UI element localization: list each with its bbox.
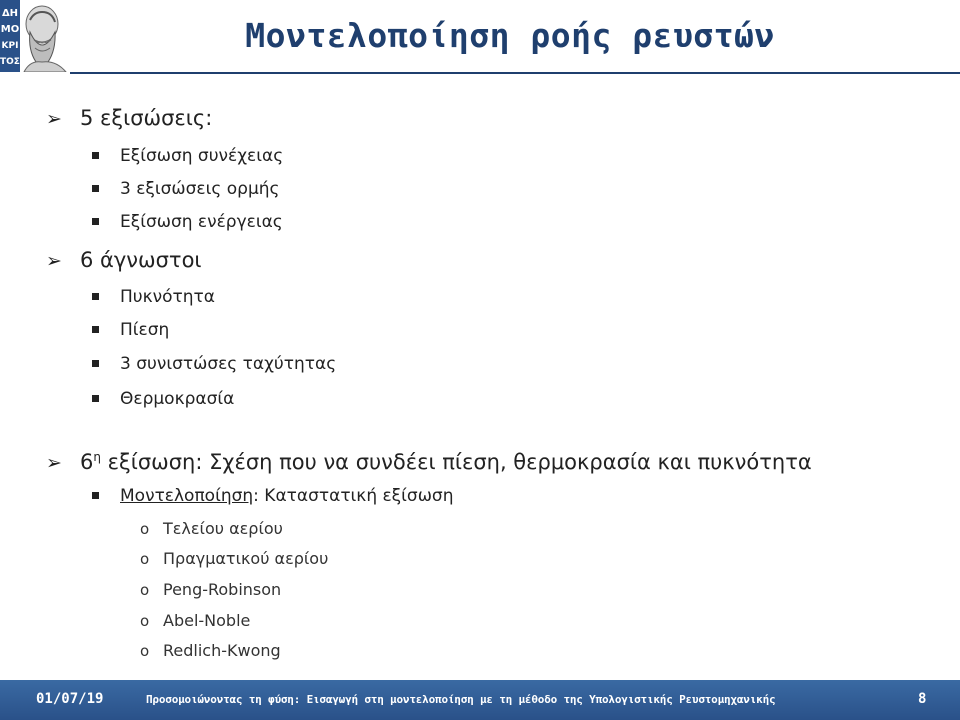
circle-bullet-icon: o — [140, 520, 150, 538]
square-bullet-icon — [92, 326, 99, 333]
sub-bullet-text: Εξίσωση συνέχειας — [120, 146, 284, 166]
logo-line-4: ΤΟΣ — [0, 57, 20, 67]
sixth-number: 6 — [80, 450, 94, 474]
slide-title: Μοντελοποίηση ροής ρευστών — [245, 16, 775, 55]
sub-sub-bullet-text: Abel-Noble — [163, 611, 251, 630]
sub-bullet-text: Θερμοκρασία — [120, 389, 235, 409]
sub-bullet-text: 3 εξισώσεις ορμής — [120, 179, 280, 199]
square-bullet-icon — [92, 360, 99, 367]
square-bullet-icon — [92, 395, 99, 402]
square-bullet-icon — [92, 293, 99, 300]
page-number: 8 — [918, 691, 927, 707]
sub-bullet-text: Εξίσωση ενέργειας — [120, 212, 283, 232]
logo-line-3: ΚΡΙ — [1, 41, 19, 51]
sub-sub-bullet-text: Redlich-Kwong — [163, 641, 281, 660]
ordinal-superscript: η — [93, 450, 101, 464]
footer-date: 01/07/19 — [36, 691, 104, 707]
sub-sub-bullet-text: Peng-Robinson — [163, 580, 282, 599]
footer-title: Προσομοιώνοντας τη φύση: Εισαγωγή στη μοντελοποίηση με τη μέθοδο της Υπολογιστικής Ρευστομηχανικής — [146, 693, 776, 706]
circle-bullet-icon: o — [140, 612, 150, 630]
circle-bullet-icon: o — [140, 550, 150, 568]
arrow-bullet-icon: ➢ — [46, 452, 62, 474]
square-bullet-icon — [92, 218, 99, 225]
slide-footer — [0, 680, 960, 720]
circle-bullet-icon: o — [140, 581, 150, 599]
bullet-text: 6 άγνωστοι — [80, 248, 202, 272]
sub-bullet-text: Πίεση — [120, 320, 170, 340]
arrow-bullet-icon: ➢ — [46, 108, 62, 130]
bullet-text — [80, 450, 812, 474]
logo-line-1: ΔΗ — [1, 8, 19, 19]
sub-sub-bullet-text: Τελείου αερίου — [163, 519, 283, 538]
state-equation-text: : Καταστατική εξίσωση — [253, 486, 454, 506]
sub-bullet-text — [120, 486, 453, 506]
circle-bullet-icon: o — [140, 642, 150, 660]
sub-bullet-text: 3 συνιστώσες ταχύτητας — [120, 354, 337, 374]
square-bullet-icon — [92, 185, 99, 192]
logo-line-2: ΜΟ — [0, 24, 20, 35]
sub-bullet-text: Πυκνότητα — [120, 287, 215, 307]
arrow-bullet-icon: ➢ — [46, 250, 62, 272]
square-bullet-icon — [92, 492, 99, 499]
sub-sub-bullet-text: Πραγματικού αερίου — [163, 549, 329, 568]
sixth-equation-text: εξίσωση: Σχέση που να συνδέει πίεση, θερμοκρασία και πυκνότητα — [100, 450, 812, 474]
bullet-text: 5 εξισώσεις: — [80, 106, 213, 130]
modeling-underlined: Μοντελοποίηση — [120, 486, 254, 506]
square-bullet-icon — [92, 152, 99, 159]
